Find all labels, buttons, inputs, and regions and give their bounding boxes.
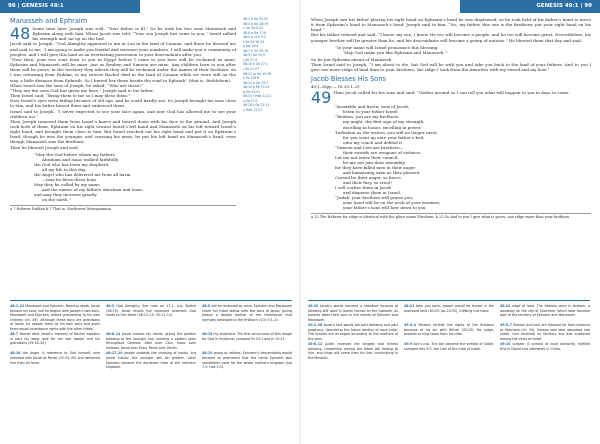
cross-ref[interactable]: 48:5 e 1Ch 5:1 — [243, 35, 266, 40]
note-text: take you back. Joseph would be buried in the promised land (50:25; Jos 24:32), fulfilling this hope. — [404, 304, 494, 313]
note-ref[interactable]: 49:5–7 — [500, 323, 512, 328]
note-text: my shepherd. The first occurrence of this image for God in Scripture; compare Ps 23:1 and Jn 10:11. — [202, 332, 292, 341]
verse-paragraph: So he put Ephraim ahead of Manasseh. — [311, 56, 393, 62]
note-ref[interactable]: 48:1–22 — [10, 304, 25, 308]
note-text: ridge of land. The Hebrew word is shekem, a wordplay on the city of Shechem, which later became part of the territory of Ephraim and Manasseh. — [500, 304, 590, 318]
verse-paragraph: “Now then, your two sons born to you in Egypt before I came to you here will be reckoned as mine; Ephraim and Manasseh will be mine, just as Reuben and Simeon are mine. Any children born to you after them will be yours; in the territory they inherit they will be reckoned under the names of their brothers. As I was returning from Paddan, to my sorrow Rachel died in the land of Canaan while we were still on the way, a little distance from Ephrath. So I buried her there beside the road to Ephrath” (that is, Bethlehem). — [10, 56, 236, 83]
cross-ref[interactable]: n Ps 128:6 — [243, 76, 260, 81]
poem-line: the God who has been my shepherd — [34, 161, 109, 167]
cross-ref[interactable]: 48:15 r Heb 11:21 — [243, 94, 272, 99]
note-text: Jacob crosses his hands, giving the greater blessing to the younger son, echoing a pattern seen throughout Genesis: Abel over Cain, Isaac over Ishmael, Jacob over Esau, Perez over Zerah. — [106, 332, 196, 350]
poem-line: Let me not enter their council, — [335, 154, 399, 160]
cross-ref[interactable]: 48:12 o Ge 33:7 — [243, 80, 269, 85]
poem-line: and disperse them in Israel. — [343, 190, 402, 196]
note-text: lion’s cub. The lion became the symbol of Judah; compare Rev 5:5, the Lion of the tribe of Judah. — [404, 342, 494, 351]
study-note — [202, 351, 292, 369]
note-ref[interactable]: 48:17–20 — [106, 351, 123, 356]
poem-line: their swords are weapons of violence. — [343, 149, 422, 155]
note-ref[interactable]: 48:5 — [202, 304, 211, 308]
note-ref[interactable]: 48:21 — [404, 304, 415, 308]
cross-ref[interactable]: s Ge 17:1 — [243, 98, 258, 103]
poem-block — [335, 45, 591, 55]
poem-block — [335, 104, 591, 210]
poem-line: Abraham and Isaac walked faithfully, — [42, 156, 119, 162]
chapter-number-49: 49 — [311, 88, 332, 108]
poem-line: “Assemble and listen, sons of Jacob; — [335, 104, 410, 110]
cross-ref[interactable]: 48:10 k Ge 27:1 — [243, 62, 268, 67]
cross-reference-column — [243, 17, 289, 112]
poem-line: —may he bless these boys. — [42, 176, 98, 182]
note-ref[interactable]: 48:7 — [10, 332, 19, 337]
note-ref[interactable]: 48:8–14 — [106, 332, 121, 337]
note-ref[interactable]: 49:8–12 — [308, 342, 323, 347]
study-note — [10, 332, 100, 350]
poem-line: “In your name will Israel pronounce this blessing: — [335, 44, 439, 50]
poem-line: the Angel who has delivered me from all harm — [34, 171, 131, 177]
poem-line: ‘May God make you like Ephraim and Manasseh.’” — [343, 49, 449, 55]
verse-paragraph: Then he blessed Joseph and said, — [10, 144, 79, 150]
study-note — [106, 304, 196, 331]
note-ref[interactable]: 48:20 — [308, 304, 319, 308]
poem-line: onto my couch and defiled it. — [343, 139, 404, 145]
poem-line: excelling in honor, excelling in power. — [343, 124, 422, 130]
cross-ref[interactable]: 48:11 m Ge 45:26 — [243, 71, 272, 76]
cross-ref[interactable]: j Ge 27:4 — [243, 57, 258, 62]
left-page — [0, 0, 299, 444]
section-title-manasseh-ephraim: Manasseh and Ephraim — [10, 17, 88, 25]
poem-line: “Reuben, you are my firstborn, — [335, 114, 400, 120]
poem-line: let me not join their assembly, — [343, 159, 406, 165]
verse-paragraph: Some time later Joseph was told, “Your father is ill.” So he took his two sons Manasseh and Ephraim along with him. When Jacob was told, “Your son Joseph has come to you,” Israel rallied his strength and sat up on the bed. — [32, 26, 236, 42]
verse-paragraph: Now Israel’s eyes were failing because of old age, and he could hardly see. So Joseph brought his sons close to him, and his father kissed them and embraced them. — [10, 98, 236, 109]
verse-paragraph: Jacob said to Joseph, “God Almighty appeared to me at Luz in the land of Canaan, and there he blessed me and said to me, ‘I am going to make you fruitful and increase your numbers. I will make you a community of peoples, and I will give this land as an everlasting possession to your descendants after you.’ — [10, 41, 236, 57]
poem-line: on the earth.” — [42, 197, 71, 203]
poem-line: your father’s sons will bow down to you. — [343, 205, 427, 211]
poem-line: “May the God before whom my fathers — [34, 151, 115, 157]
note-ref[interactable]: 48:3 — [106, 304, 115, 308]
note-text: Joseph protests the crossing of hands, but Jacob insists: the younger will be greater. Later Ephraim became the dominant tribe of the northern kingdom. — [106, 351, 196, 370]
study-note — [202, 304, 292, 331]
study-note — [500, 323, 590, 341]
cross-ref[interactable]: 48:9 i Ge 33:5 — [243, 53, 266, 58]
cross-ref[interactable]: g Jos 14:4 — [243, 44, 259, 49]
poem-line: all my life to this day, — [42, 166, 87, 172]
note-text: Judah receives the longest and richest blessing. Leadership among the tribes will belong to him, and kings will come from his line, culminating in the Messiah. — [308, 342, 398, 361]
chapter-number-48: 48 — [10, 24, 31, 43]
verse-paragraph: But his father refused and said, “I know, my son, I know. He too will become a people, and he too will become great. Nevertheless, his younger brother will be greater than he, and his descendants will become a group of nations.” He blessed them that day and said, — [311, 32, 591, 43]
verse-paragraph: Then Israel said to Joseph, “I am about to die, but God will be with you and take you back to the land of your fathers. And to you I give one more ridge of land than to your brothers, the ridge I took from the Amorites with my sword and my bow.” — [311, 62, 591, 73]
section-title-jacob-blesses: Jacob Blesses His Sons — [311, 75, 386, 84]
poem-line: “Judah, your brothers will praise you; — [335, 195, 414, 201]
study-note — [500, 304, 590, 322]
study-note — [500, 342, 590, 360]
poem-line: for you went up onto your father’s bed, — [343, 134, 425, 140]
right-page-header: GENESIS 49:1 | 99 — [460, 0, 600, 13]
verse-paragraph: When Joseph saw his father placing his right hand on Ephraim’s head he was displeased; so he took hold of his father’s hand to move it from Ephraim’s head to Manasseh’s head. Joseph said to him, “No, my father, this one is the firstborn; put your right hand on his head.” — [311, 17, 591, 33]
note-ref[interactable]: 48:16 — [10, 351, 21, 356]
study-note — [308, 323, 398, 341]
cross-ref[interactable]: c Ge 35:9-12 — [243, 26, 263, 31]
verse-paragraph: Then Joseph removed them from Israel’s knees and bowed down with his face to the ground. And Joseph took both of them, Ephraim on his right toward Israel’s left hand and Manasseh on his left toward Israel’s right hand, and brought them close to him. But Israel reached out his right hand and put it on Ephraim’s head, though he was the younger, and crossing his arms, he put his left hand on Manasseh’s head, even though Manasseh was the firstborn. — [10, 118, 236, 145]
note-text: will be reckoned as mine. Ephraim and Manasseh share full tribal status with the sons of Jacob, giving Joseph a double portion of the inheritance that normally belonged to the firstborn (1Ch 5:1–2). — [202, 304, 292, 322]
note-text: Reuben forfeits the rights of the firstborn because of his sin with Bilhah (35:22). No judge, prophet or king came from his tribe. — [404, 323, 494, 337]
verse-paragraph: “They are the sons God has given me here,” Joseph said to his father. — [10, 87, 154, 93]
cross-ref[interactable]: u Heb 11:21 — [243, 107, 263, 112]
note-ref[interactable]: 48:15 — [202, 332, 213, 337]
note-ref[interactable]: 49:3–4 — [404, 323, 416, 328]
note-text: the Angel. A reference to God himself, who wrestled with Jacob at Peniel (32:24–30) and delivered him from all harm. — [10, 351, 100, 365]
note-text: Rachel died. Jacob’s memory of Rachel explains in part his deep love for her son Joseph and his grandsons (35:16–20). — [10, 332, 100, 346]
study-note — [308, 304, 398, 322]
study-note — [404, 304, 494, 322]
poem-line: Cursed be their anger, so fierce, — [335, 175, 403, 180]
cross-ref[interactable]: l Ge 27:27 — [243, 67, 260, 72]
note-text: God Almighty. See note on 17:1. Luz. Bethel (28:19). Jacob recalls the covenant promises God made to him there (28:13–15; 35:11–12). — [106, 304, 196, 318]
poem-line: I will scatter them in Jacob — [335, 185, 392, 191]
note-ref[interactable]: 49:10 — [500, 342, 511, 347]
cross-ref[interactable]: 48:4 d Ge 17:8 — [243, 30, 267, 35]
note-text: group of nations. Ephraim’s descendants would become so prominent that the name Ephraim was sometimes used for the whole northern kingdom (Isa 7:2; Hos 5:3). — [202, 351, 292, 370]
left-main-text — [10, 17, 236, 212]
verse-paragraph: Then Jacob called for his sons and said: “Gather around so I can tell you what will happen to you in days to come. — [333, 90, 570, 96]
right-main-text — [311, 17, 591, 220]
poem-block — [34, 152, 236, 202]
verse-paragraph: Then Israel said, “Bring them to me so I may bless them.” — [10, 93, 131, 99]
study-notes-right — [308, 300, 590, 444]
cross-ref[interactable]: 48:7 h Ge 35:19 — [243, 48, 269, 53]
study-note — [106, 351, 196, 369]
verse-paragraph: When Israel saw the sons of Joseph, he asked, “Who are these?” — [10, 82, 144, 88]
study-note — [106, 332, 196, 350]
poem-line: May they be called by my name — [34, 182, 100, 188]
left-page-header: 98 | GENESIS 48:1 — [0, 0, 140, 13]
poem-line: listen to your father Israel. — [343, 109, 399, 115]
poem-line: and their fury, so cruel! — [343, 180, 392, 186]
note-ref[interactable]: 48:19 — [202, 351, 213, 356]
right-page — [301, 0, 600, 444]
footnotes: a 7 Hebrew Paddan b 7 That is, Northwest Mesopotamia — [10, 205, 236, 212]
note-text: Jacob’s words became a standard formula of blessing still used in Jewish homes on the Sabbath, as parents bless their sons in the names of Ephraim and Manasseh. — [308, 304, 398, 322]
poem-line: Turbulent as the waters, you will no longer excel, — [335, 129, 439, 135]
footnotes: a 22 The Hebrew for ridge is identical with the place name Shechem. b 22 Or And to you I give what is yours, one ridge more than your brothers. — [311, 213, 591, 220]
cross-ref[interactable]: 48:3 b Ge 28:19 — [243, 21, 269, 26]
poem-line: and the names of my fathers Abraham and Isaac, — [42, 187, 145, 193]
note-ref[interactable]: 48:22 — [500, 304, 511, 308]
poem-line: your hand will be on the neck of your enemies; — [343, 200, 441, 206]
note-ref[interactable]: 49:1–28 — [308, 323, 323, 328]
poem-line: “Simeon and Levi are brothers— — [335, 144, 403, 150]
poem-line: and hamstrung oxen as they pleased. — [343, 169, 421, 175]
cross-ref[interactable]: 48:1 a Ge 41:51 — [243, 17, 269, 21]
poem-line: for they have killed men in their anger — [335, 164, 416, 170]
note-text: Manasseh and Ephraim. Nearing death, Jacob blesses his sons, but he begins with Joseph’s two sons, Manasseh and Ephraim, before proceeding to his own children (ch. 49). Although these boys are grandsons of Jacob, he adopts them as his own sons and gives them equal inheritance rights with the other tribes. — [10, 304, 100, 331]
study-note — [202, 332, 292, 350]
cross-ref[interactable]: 48:14 p Mt 19:15 — [243, 85, 270, 90]
poem-line: my might, the first sign of my strength, — [343, 119, 425, 125]
study-note — [10, 351, 100, 369]
note-text: scepter. A symbol of royal authority, fulfilled first in David and ultimately in Christ. — [500, 342, 590, 351]
study-note — [10, 304, 100, 331]
cross-ref[interactable]: f Ge 41:50-52 — [243, 39, 265, 44]
study-note — [404, 323, 494, 341]
note-text: Simeon and Levi are rebuked for their violence at Shechem (ch. 34). Simeon was later absorbed into Judah; Levi received no territory but was scattered among the cities of Israel. — [500, 323, 590, 341]
parallel-passage-ref: 49:1–28pp — Dt 33:1–29 — [311, 84, 360, 90]
verse-paragraph: Israel said to Joseph, “I never expected to see your face again, and now God has allowed me to see your children too.” — [10, 108, 236, 119]
cross-ref[interactable]: q Ge 41:51 — [243, 89, 261, 94]
note-ref[interactable]: 49:9 — [404, 342, 413, 347]
study-note — [308, 342, 398, 360]
note-text: Jacob’s last words are part blessing and part prophecy, describing the future destiny of each tribe. The oracles are arranged according to the mothers of the sons. — [308, 323, 398, 341]
cross-ref[interactable]: 48:16 t Ge 22:11 — [243, 103, 270, 108]
poem-line: and may they increase greatly — [34, 192, 97, 198]
study-notes-left — [10, 300, 292, 444]
study-note — [404, 342, 494, 360]
